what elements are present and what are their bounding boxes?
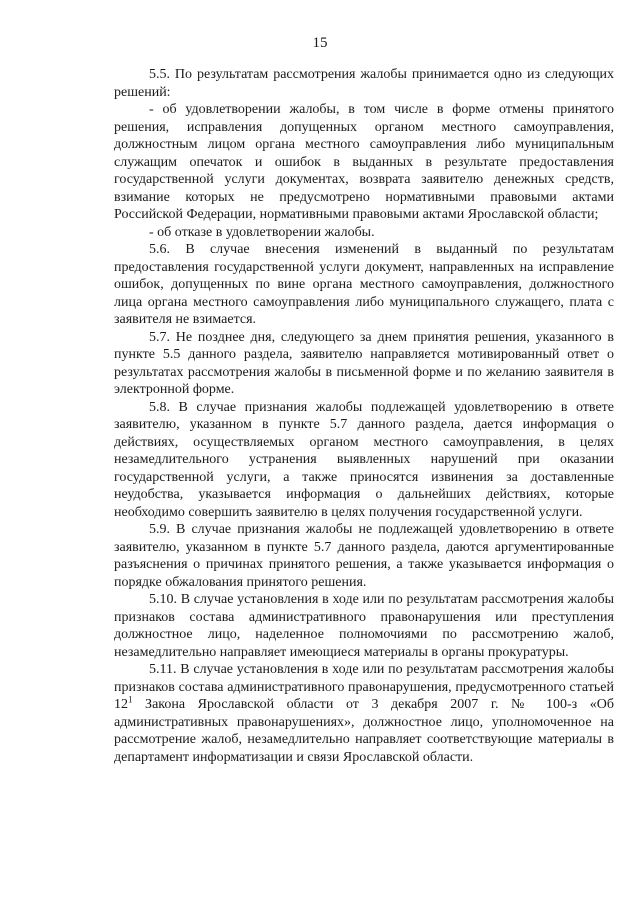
paragraph-5-8: 5.8. В случае признания жалобы подлежащей удовлетворению в ответе заявителю, указанном в пункте 5.7 данного раздела, дается информация о действиях, осуществляемых органом местного самоуправления, в целях незамедлительного устранения выявленных нарушений при оказании государственной услуги, а также приносятся извинения за доставленные неудобства, указывается информация о дальнейших действиях, которые необходимо совершить заявителю в целях получения государственной услуги. <box>114 399 614 520</box>
paragraph-5-11-start: 5.11. В случае установления в ходе или по результатам рассмотрения жалобы признаков состава административного правонарушения, предусмотренного статьей 12 <box>114 662 614 712</box>
paragraph-5-11 <box>114 661 614 766</box>
paragraph-5-10: 5.10. В случае установления в ходе или по результатам рассмотрения жалобы признаков состава административного правонарушения или преступления должностное лицо, наделенное полномочиями по рассмотрению жалоб, незамедлительно направляет имеющиеся материалы в органы прокуратуры. <box>114 592 614 660</box>
page-number: 15 <box>312 35 328 51</box>
paragraph-5-6: 5.6. В случае внесения изменений в выданный по результатам предоставления государственной услуги документ, направленных на исправление ошибок, допущенных по вине органа местного самоуправления, должностного лица органа местного самоуправления либо муниципального служащего, плата с заявителя не взимается. <box>114 242 614 327</box>
document-body <box>114 66 614 766</box>
paragraph-5-11-end: Закона Ярославской области от 3 декабря 2007 г. № 100-з «Об административных правонарушениях», должностное лицо, уполномоченное на рассмотрение жалоб, незамедлительно направляет соответствующие материалы в департамент информатизации и связи Ярославской области. <box>114 697 614 765</box>
paragraph-5-5-option-refuse: - об отказе в удовлетворении жалобы. <box>149 224 375 240</box>
paragraph-5-9: 5.9. В случае признания жалобы не подлежащей удовлетворению в ответе заявителю, указанном в пункте 5.7 данного раздела, даются аргументированные разъяснения о причинах принятого решения, а также указывается информация о порядке обжалования принятого решения. <box>114 522 614 590</box>
paragraph-5-5: 5.5. По результатам рассмотрения жалобы принимается одно из следующих решений: <box>114 67 614 100</box>
paragraph-5-7: 5.7. Не позднее дня, следующего за днем принятия решения, указанного в пункте 5.5 данного раздела, заявителю направляется мотивированный ответ о результатах рассмотрения жалобы в письменной форме и по желанию заявителя в электронной форме. <box>114 329 614 397</box>
article-superscript: 1 <box>128 694 133 705</box>
paragraph-5-5-option-satisfy: - об удовлетворении жалобы, в том числе в форме отмены принятого решения, исправления допущенных органом местного самоуправления, должностным лицом органа местного самоуправления либо муниципальным служащим опечаток и ошибок в выданных в результате предоставления государственной услуги документах, возврата заявителю денежных средств, взимание которых не предусмотрено нормативными правовыми актами Российской Федерации, нормативными правовыми актами Ярославской области; <box>114 102 614 222</box>
